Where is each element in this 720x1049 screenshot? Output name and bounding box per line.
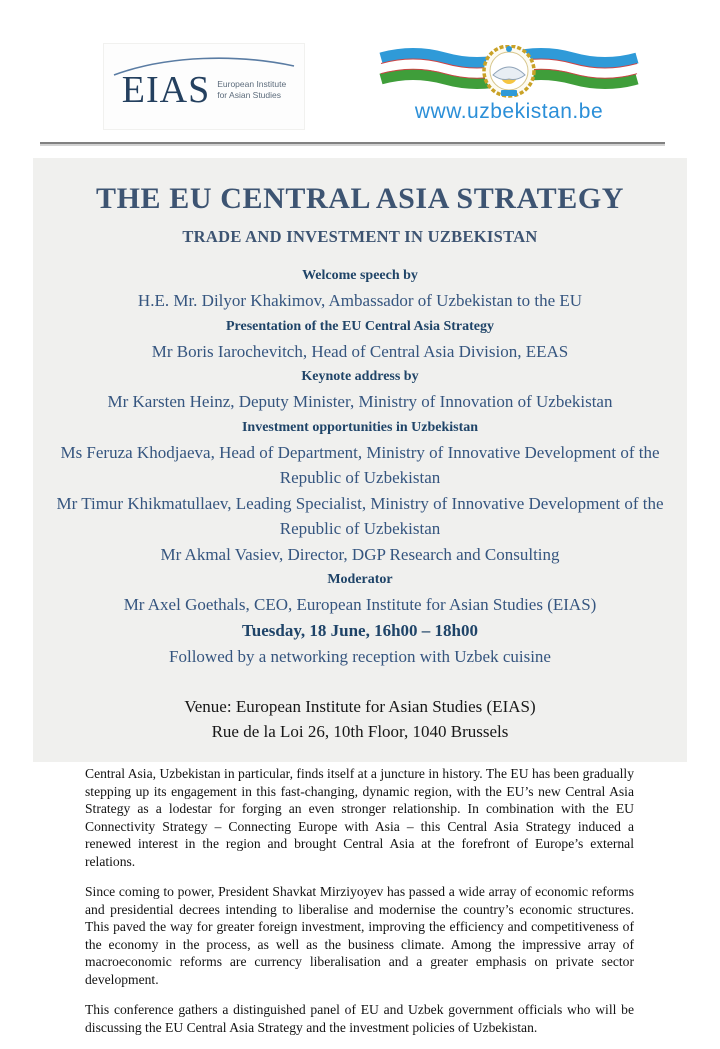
event-details-panel xyxy=(33,158,687,762)
heading-moderator: Moderator xyxy=(327,572,393,587)
description-paragraph-1: Central Asia, Uzbekistan in particular, finds itself at a juncture in history. The EU has been gradually stepping up its engagement in this fast-changing, dynamic region, with the EU’s new Central Asia Strategy as a lodestar for forging an even stronger relationship. In combination with the EU Connectivity Strategy – Connecting Europe with Asia – this Central Asia Strategy induced a renewed interest in the region and brought Central Asia at the forefront of Europe’s external relations. xyxy=(85,766,634,869)
horizontal-divider xyxy=(40,142,665,144)
eias-tagline xyxy=(217,79,286,101)
heading-presentation: Presentation of the EU Central Asia Strategy xyxy=(225,318,495,334)
speaker-deputy-minister: Mr Karsten Heinz, Deputy Minister, Ministry of Innovation of Uzbekistan xyxy=(107,392,613,411)
uzbekistan-website-text: www.uzbekistan.be xyxy=(414,100,604,123)
heading-keynote-address: Keynote address by xyxy=(301,369,419,384)
venue-address: Rue de la Loi 26, 10th Floor, 1040 Brussels xyxy=(211,721,509,741)
venue-block xyxy=(33,694,687,744)
description-section xyxy=(85,765,634,1049)
eias-tagline-line2: for Asian Studies xyxy=(217,90,282,100)
event-subtitle: TRADE AND INVESTMENT IN UZBEKISTAN xyxy=(182,227,538,246)
speaker-eeas-head: Mr Boris Iarochevitch, Head of Central Asia Division, EEAS xyxy=(151,341,569,361)
reception-note: Followed by a networking reception with Uzbek cuisine xyxy=(169,646,551,666)
speaker-timur-khikmatullaev: Mr Timur Khikmatullaev, Leading Specialist, Ministry of Innovative Development of the Republic of Uzbekistan xyxy=(56,493,664,538)
eias-logo xyxy=(103,43,305,130)
heading-investment-opportunities: Investment opportunities in Uzbekistan xyxy=(241,419,479,435)
uzbekistan-logo xyxy=(378,45,640,124)
uzbekistan-flag-banner-icon xyxy=(378,45,640,99)
speaker-akmal-vasiev: Mr Akmal Vasiev, Director, DGP Research and Consulting xyxy=(160,544,560,564)
uzbekistan-emblem-icon xyxy=(484,46,534,96)
eias-acronym: EIAS xyxy=(121,69,211,111)
speaker-feruza-khodjaeva: Ms Feruza Khodjaeva, Head of Department, Ministry of Innovative Development of the Republic of Uzbekistan xyxy=(60,442,660,487)
heading-welcome-speech: Welcome speech by xyxy=(302,268,418,283)
speaker-axel-goethals: Mr Axel Goethals, CEO, European Institute for Asian Studies (EIAS) xyxy=(123,595,597,614)
description-paragraph-3: This conference gathers a distinguished panel of EU and Uzbek government officials who will be discussing the EU Central Asia Strategy and the investment policies of Uzbekistan. xyxy=(85,1002,634,1035)
eias-logo-row xyxy=(104,71,304,109)
eias-tagline-line1: European Institute xyxy=(217,78,287,89)
event-datetime: Tuesday, 18 June, 16h00 – 18h00 xyxy=(241,620,479,640)
event-program xyxy=(33,263,687,670)
event-title: THE EU CENTRAL ASIA STRATEGY xyxy=(95,182,625,215)
venue-name: Venue: European Institute for Asian Studies (EIAS) xyxy=(184,696,536,716)
description-paragraph-2: Since coming to power, President Shavkat Mirziyoyev has passed a wide array of economic reforms and presidential decrees intending to liberalise and modernise the country’s economic structures. This paved the way for greater foreign investment, improving the efficiency and competitiveness of the economy in the process, as well as the business climate. Among the impressive array of macroeconomic reforms are currency liberalisation and a greater emphasis on private sector development. xyxy=(85,884,634,987)
speaker-ambassador: H.E. Mr. Dilyor Khakimov, Ambassador of Uzbekistan to the EU xyxy=(137,291,583,310)
